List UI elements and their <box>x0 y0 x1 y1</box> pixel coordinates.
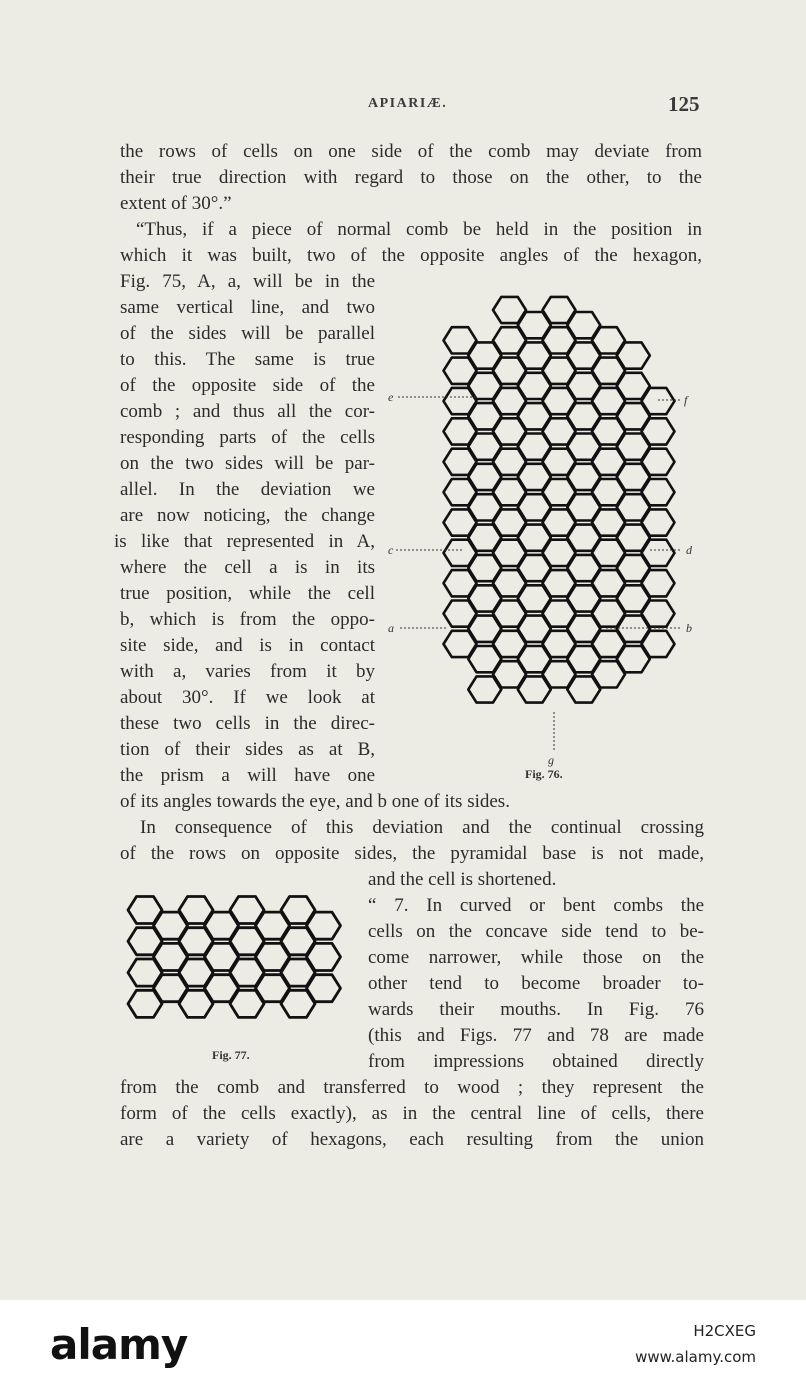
honeycomb-cell <box>642 449 675 475</box>
page-number: 125 <box>668 92 700 116</box>
text-line: allel. In the deviation we <box>120 479 375 500</box>
text-line: cells on the concave side tend to be- <box>368 921 704 942</box>
honeycomb-cell <box>642 540 675 566</box>
honeycomb-cell <box>307 912 341 939</box>
label-b: b <box>686 621 692 635</box>
text-line: of the sides will be parallel <box>120 323 375 344</box>
honeycomb-cell <box>642 509 675 535</box>
figure-76-honeycomb <box>380 280 710 780</box>
honeycomb-cells <box>444 297 675 703</box>
text-line: responding parts of the cells <box>120 427 375 448</box>
text-line: their true direction with regard to those on the other, to the <box>120 167 702 188</box>
label-g: g <box>548 753 554 767</box>
text-line: Fig. 75, A, a, will be in the <box>120 271 375 292</box>
alamy-logo: alamy <box>50 1320 188 1369</box>
text-line: from the comb and transferred to wood ; they represent the <box>120 1077 704 1098</box>
text-line: of its angles towards the eye, and b one of its sides. <box>120 791 510 812</box>
text-line: b, which is from the oppo- <box>120 609 375 630</box>
guide-lines <box>396 397 680 750</box>
text-line: true position, while the cell <box>120 583 375 604</box>
text-line: from impressions obtained directly <box>368 1051 704 1072</box>
running-header: APIARIÆ. <box>368 96 448 111</box>
text-line: come narrower, while those on the <box>368 947 704 968</box>
text-line: of the rows on opposite sides, the pyramidal base is not made, <box>120 843 704 864</box>
text-line: about 30°. If we look at <box>120 687 375 708</box>
text-line: are now noticing, the change <box>120 505 375 526</box>
text-line: tion of their sides as at B, <box>120 739 375 760</box>
label-d: d <box>686 543 692 557</box>
honeycomb-cell <box>307 975 341 1002</box>
text-line: on the two sides will be par- <box>120 453 375 474</box>
honeycomb-cell <box>642 601 675 627</box>
text-line: In consequence of this deviation and the continual crossing <box>140 817 704 838</box>
figure-77-caption: Fig. 77. <box>212 1048 250 1062</box>
text-line: wards their mouths. In Fig. 76 <box>368 999 704 1020</box>
label-a: a <box>388 621 394 635</box>
honeycomb-cell <box>642 418 675 444</box>
text-line: site side, and is in contact <box>120 635 375 656</box>
text-line: is like that represented in A, <box>114 531 375 552</box>
label-c: c <box>388 543 394 557</box>
text-line: and the cell is shortened. <box>368 869 557 890</box>
honeycomb-cell <box>642 631 675 657</box>
text-line: with a, varies from it by <box>120 661 375 682</box>
text-line: where the cell a is in its <box>120 557 375 578</box>
label-e: e <box>388 390 394 404</box>
honeycomb-cell <box>642 388 675 414</box>
text-line: of the opposite side of the <box>120 375 375 396</box>
site-url: www.alamy.com <box>635 1348 756 1366</box>
figure-76-caption: Fig. 76. <box>525 767 563 781</box>
text-line: the rows of cells on one side of the comb may deviate from <box>120 141 702 162</box>
honeycomb-cell <box>642 479 675 505</box>
text-line: the prism a will have one <box>120 765 375 786</box>
text-line: are a variety of hexagons, each resulting from the union <box>120 1129 704 1150</box>
honeycomb-cell <box>617 342 650 368</box>
text-line: form of the cells exactly), as in the central line of cells, there <box>120 1103 704 1124</box>
text-line: “Thus, if a piece of normal comb be held in the position in <box>136 219 702 240</box>
honeycomb-cell <box>642 570 675 596</box>
image-id: H2CXEG <box>693 1322 756 1340</box>
honeycomb-cells <box>128 897 341 1018</box>
text-line: to this. The same is true <box>120 349 375 370</box>
text-line: comb ; and thus all the cor- <box>120 401 375 422</box>
text-line: which it was built, two of the opposite angles of the hexagon, <box>120 245 702 266</box>
text-line: extent of 30°.” <box>120 193 232 214</box>
text-line: these two cells in the direc- <box>120 713 375 734</box>
honeycomb-cell <box>307 943 341 970</box>
text-line: same vertical line, and two <box>120 297 375 318</box>
text-line: “ 7. In curved or bent combs the <box>368 895 704 916</box>
text-line: other tend to become broader to- <box>368 973 704 994</box>
figure-77-honeycomb <box>125 885 360 1045</box>
label-f: f <box>684 393 688 407</box>
text-line: (this and Figs. 77 and 78 are made <box>368 1025 704 1046</box>
